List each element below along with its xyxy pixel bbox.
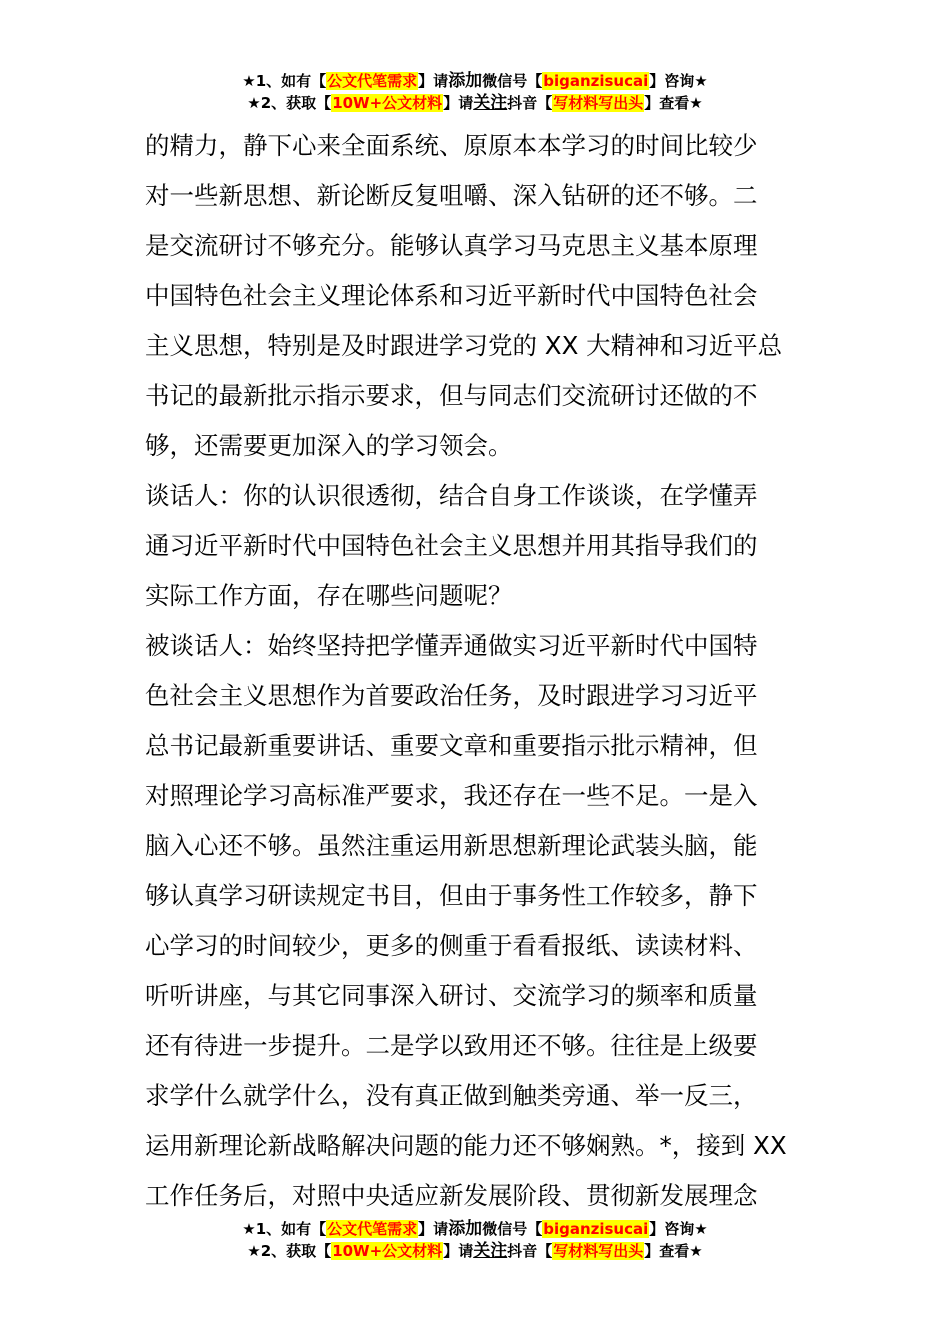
body-line: 脑入心还不够。虽然注重运用新思想新理论武装头脑，能: [145, 831, 758, 860]
footer-line-1-mid: 】请: [418, 1220, 449, 1238]
body-line: 对照理论学习高标准严要求，我还存在一些不足。一是入: [145, 781, 758, 810]
header-line-2-emphasis: 关注: [473, 93, 508, 113]
body-line: 工作任务后，对照中央适应新发展阶段、贯彻新发展理念: [145, 1181, 758, 1210]
header-line-2: [0, 92, 950, 114]
footer-line-1-suffix: 】咨询★: [649, 1220, 708, 1238]
header-line-1-suffix: 】咨询★: [649, 72, 708, 90]
body-line: 对一些新思想、新论断反复咀嚼、深入钻研的还不够。二: [145, 181, 758, 210]
body-line: 够，还需要更加深入的学习领会。: [145, 431, 513, 460]
highlight-douyin-account: 写材料写出头: [553, 1242, 644, 1260]
footer-line-2-emphasis: 关注: [473, 1241, 508, 1261]
header-line-1-prefix: ★1、如有【: [242, 72, 327, 90]
body-line: 够认真学习研读规定书目，但由于事务性工作较多，静下: [145, 881, 758, 910]
header-banner: [0, 70, 950, 114]
body-line: 的精力，静下心来全面系统、原原本本学习的时间比较少: [145, 131, 758, 160]
header-line-2-prefix: ★2、获取【: [247, 94, 332, 112]
header-line-1-mid: 】请: [418, 72, 449, 90]
header-line-2-mid: 】请: [443, 94, 474, 112]
highlight-service: 公文代笔需求: [327, 1220, 418, 1238]
footer-line-2-suffix: 】查看★: [644, 1242, 703, 1260]
body-line: 谈话人：你的认识很透彻，结合自身工作谈谈，在学懂弄: [145, 481, 758, 510]
body-line: 是交流研讨不够充分。能够认真学习马克思主义基本原理: [145, 231, 758, 260]
body-line: 总书记最新重要讲话、重要文章和重要指示批示精神，但: [145, 731, 758, 760]
footer-line-2-mid: 】请: [443, 1242, 474, 1260]
highlight-douyin-account: 写材料写出头: [553, 94, 644, 112]
header-line-2-mid2: 抖音【: [507, 94, 553, 112]
footer-line-1: [0, 1218, 950, 1240]
body-line: 听听讲座，与其它同事深入研讨、交流学习的频率和质量: [145, 981, 758, 1010]
header-line-1-mid2: 微信号【: [482, 72, 543, 90]
highlight-wechat-id: biganzisucai: [543, 72, 649, 90]
body-line: 还有待进一步提升。二是学以致用还不够。往往是上级要: [145, 1031, 758, 1060]
header-line-2-suffix: 】查看★: [644, 94, 703, 112]
body-line: 求学什么就学什么，没有真正做到触类旁通、举一反三，: [145, 1081, 758, 1110]
footer-line-2: [0, 1240, 950, 1262]
body-line: 心学习的时间较少，更多的侧重于看看报纸、读读材料、: [145, 931, 758, 960]
body-line: 通习近平新时代中国特色社会主义思想并用其指导我们的: [145, 531, 758, 560]
footer-line-2-mid2: 抖音【: [507, 1242, 553, 1260]
header-line-1-emphasis: 添加: [448, 71, 483, 91]
body-line: 主义思想，特别是及时跟进学习党的 XX 大精神和习近平总: [145, 331, 783, 360]
body-line: 色社会主义思想作为首要政治任务，及时跟进学习习近平: [145, 681, 758, 710]
document-body: [145, 121, 810, 1221]
body-line: 书记的最新批示指示要求，但与同志们交流研讨还做的不: [145, 381, 758, 410]
highlight-materials: 10W+公文材料: [332, 1242, 443, 1260]
header-line-1: [0, 70, 950, 92]
footer-line-1-prefix: ★1、如有【: [242, 1220, 327, 1238]
body-line: 运用新理论新战略解决问题的能力还不够娴熟。*，接到 XX: [145, 1131, 787, 1160]
footer-line-2-prefix: ★2、获取【: [247, 1242, 332, 1260]
highlight-service: 公文代笔需求: [327, 72, 418, 90]
body-line: 被谈话人：始终坚持把学懂弄通做实习近平新时代中国特: [145, 631, 758, 660]
body-line: 实际工作方面，存在哪些问题呢？: [145, 581, 513, 610]
footer-banner: [0, 1218, 950, 1262]
footer-line-1-emphasis: 添加: [448, 1219, 483, 1239]
body-line: 中国特色社会主义理论体系和习近平新时代中国特色社会: [145, 281, 758, 310]
footer-line-1-mid2: 微信号【: [482, 1220, 543, 1238]
highlight-materials: 10W+公文材料: [332, 94, 443, 112]
highlight-wechat-id: biganzisucai: [543, 1220, 649, 1238]
